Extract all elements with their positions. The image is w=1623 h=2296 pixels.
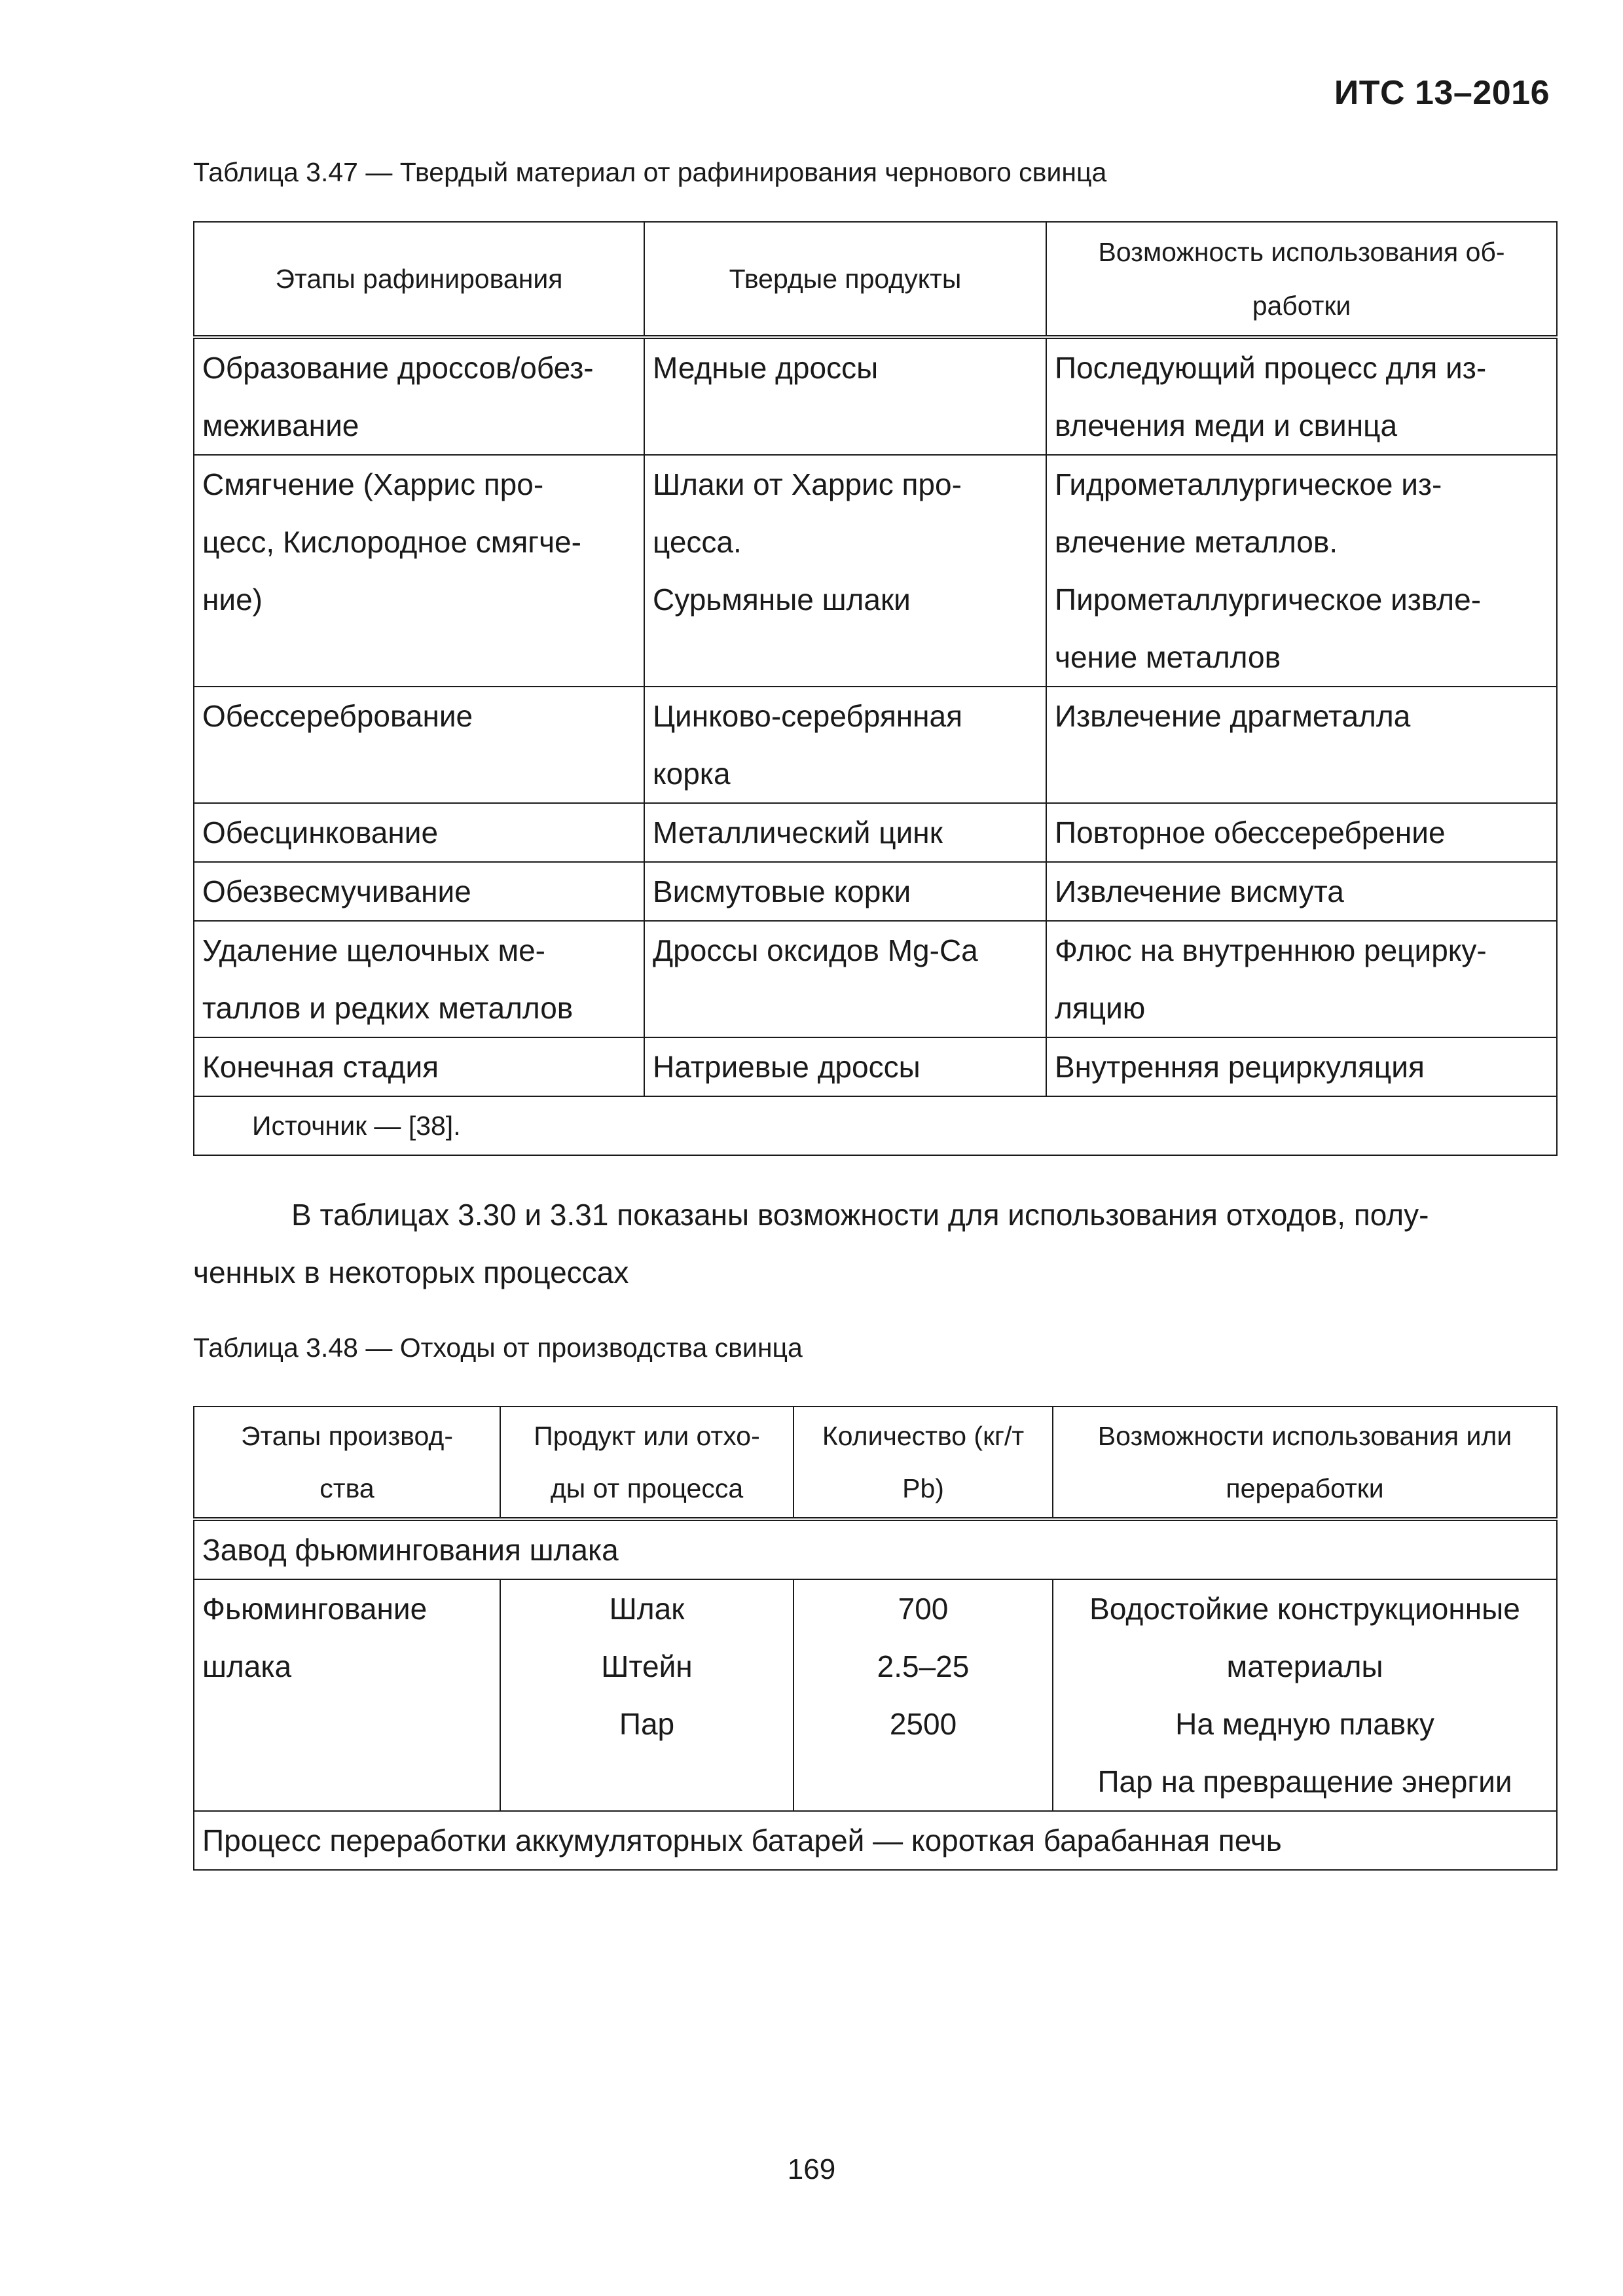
cell-line: Шлак	[609, 1592, 685, 1626]
cell-line: Этапы производ-	[241, 1421, 453, 1451]
table-cell	[500, 1579, 793, 1811]
header-cell	[500, 1407, 793, 1519]
cell-line: материалы	[1226, 1649, 1383, 1683]
table-row	[194, 337, 1557, 455]
section-title: Процесс переработки аккумуляторных батарей — короткая барабанная печь	[194, 1811, 1557, 1870]
cell-line: Обесцинкование	[202, 816, 439, 850]
cell-line: ляцию	[1055, 991, 1146, 1025]
cell-line: Медные дроссы	[653, 351, 879, 385]
cell-line: Сурьмяные шлаки	[653, 583, 911, 617]
cell-line: Извлечение висмута	[1055, 874, 1344, 908]
source-note: Источник — [38].	[194, 1096, 1557, 1155]
cell-line: Конечная стадия	[202, 1050, 439, 1084]
cell-line: влечения меди и свинца	[1055, 408, 1398, 442]
table-cell	[644, 921, 1046, 1037]
table-row	[194, 803, 1557, 862]
cell-line: Повторное обессеребрение	[1055, 816, 1446, 850]
cell-line: цесса.	[653, 525, 742, 559]
cell-line: Натриевые дроссы	[653, 1050, 921, 1084]
cell-line: Шлаки от Харрис про-	[653, 467, 962, 501]
table-row	[194, 687, 1557, 803]
cell-line: Последующий процесс для из-	[1055, 351, 1487, 385]
table-cell	[1053, 1579, 1557, 1811]
cell-line: Количество (кг/т	[822, 1421, 1025, 1451]
section-row	[194, 1811, 1557, 1870]
table-cell	[194, 1037, 644, 1096]
document-code: ИТС 13–2016	[1334, 74, 1550, 112]
cell-line: Гидрометаллургическое из-	[1055, 467, 1442, 501]
cell-line: Смягчение (Харрис про-	[202, 467, 544, 501]
table-3-47	[193, 221, 1558, 1156]
cell-line: Пар	[619, 1707, 675, 1741]
paragraph-line: ченных в некоторых процессах	[193, 1255, 629, 1289]
table-row	[194, 921, 1557, 1037]
cell-line: Водостойкие конструкционные	[1089, 1592, 1520, 1626]
table-cell	[1046, 337, 1557, 455]
table-cell	[194, 1579, 500, 1811]
cell-line: Возможность использования об-	[1098, 237, 1505, 267]
cell-line: Pb)	[902, 1473, 944, 1503]
table-row	[194, 1037, 1557, 1096]
table-cell	[644, 337, 1046, 455]
table-cell	[1046, 455, 1557, 687]
table-row	[194, 1579, 1557, 1811]
cell-line: Удаление щелочных ме-	[202, 933, 545, 967]
table-cell	[644, 455, 1046, 687]
cell-line: 2500	[889, 1707, 957, 1741]
cell-line: меживание	[202, 408, 359, 442]
table-cell	[793, 1579, 1053, 1811]
cell-line: Обессеребрование	[202, 699, 473, 733]
table-cell	[194, 921, 644, 1037]
page-number: 169	[787, 2153, 836, 2185]
cell-line: работки	[1252, 291, 1351, 321]
table-cell	[194, 803, 644, 862]
table-cell	[644, 1037, 1046, 1096]
cell-line: Возможности использования или	[1097, 1421, 1512, 1451]
cell-line: Обезвесмучивание	[202, 874, 471, 908]
cell-line: Внутренняя рециркуляция	[1055, 1050, 1425, 1084]
table-cell	[194, 337, 644, 455]
cell-line: На медную плавку	[1175, 1707, 1434, 1741]
body-paragraph	[193, 1186, 1556, 1301]
header-cell	[1053, 1407, 1557, 1519]
table-cell	[194, 455, 644, 687]
table-3-48-caption: Таблица 3.48 — Отходы от производства свинца	[193, 1333, 803, 1363]
cell-line: переработки	[1226, 1473, 1384, 1503]
table-row	[194, 455, 1557, 687]
cell-line: таллов и редких металлов	[202, 991, 574, 1025]
cell-line: 700	[898, 1592, 949, 1626]
table-cell	[1046, 921, 1557, 1037]
cell-line: влечение металлов.	[1055, 525, 1338, 559]
cell-line: шлака	[202, 1649, 292, 1683]
cell-line: Извлечение драгметалла	[1055, 699, 1411, 733]
cell-line: Пар на превращение энергии	[1097, 1765, 1512, 1799]
section-row	[194, 1519, 1557, 1579]
cell-line: корка	[653, 757, 731, 791]
cell-line: ды от процесса	[550, 1473, 744, 1503]
table-header-row	[194, 222, 1557, 337]
cell-line: Образование дроссов/обез-	[202, 351, 594, 385]
table-header-row	[194, 1407, 1557, 1519]
table-row	[194, 862, 1557, 921]
header-cell	[1046, 222, 1557, 337]
table-cell	[194, 687, 644, 803]
cell-line: Металлический цинк	[653, 816, 943, 850]
table-3-47-caption: Таблица 3.47 — Твердый материал от рафинирования чернового свинца	[193, 157, 1107, 187]
cell-line: Флюс на внутреннюю рецирку-	[1055, 933, 1487, 967]
cell-line: чение металлов	[1055, 640, 1281, 674]
cell-line: ние)	[202, 583, 263, 617]
cell-line: Штейн	[601, 1649, 693, 1683]
table-cell	[644, 687, 1046, 803]
table-cell	[644, 862, 1046, 921]
section-title: Завод фьюмингования шлака	[194, 1519, 1557, 1579]
source-row	[194, 1096, 1557, 1155]
table-cell	[1046, 862, 1557, 921]
table-cell	[1046, 1037, 1557, 1096]
paragraph-line: В таблицах 3.30 и 3.31 показаны возможности для использования отходов, полу-	[291, 1198, 1429, 1232]
cell-line: цесс, Кислородное смягче-	[202, 525, 581, 559]
header-cell	[644, 222, 1046, 337]
header-cell	[194, 1407, 500, 1519]
table-cell	[194, 862, 644, 921]
cell-line: Пирометаллургическое извле-	[1055, 583, 1482, 617]
cell-line: Этапы рафинирования	[275, 264, 563, 294]
table-cell	[644, 803, 1046, 862]
cell-line: Продукт или отхо-	[534, 1421, 760, 1451]
cell-line: Цинково-серебрянная	[653, 699, 963, 733]
cell-line: Висмутовые корки	[653, 874, 911, 908]
table-cell	[1046, 803, 1557, 862]
table-3-48	[193, 1406, 1558, 1871]
header-cell	[194, 222, 644, 337]
table-cell	[1046, 687, 1557, 803]
cell-line: Фьюмингование	[202, 1592, 428, 1626]
cell-line: 2.5–25	[877, 1649, 970, 1683]
cell-line: ства	[319, 1473, 374, 1503]
cell-line: Твердые продукты	[729, 264, 962, 294]
cell-line: Дроссы оксидов Mg-Ca	[653, 933, 978, 967]
header-cell	[793, 1407, 1053, 1519]
